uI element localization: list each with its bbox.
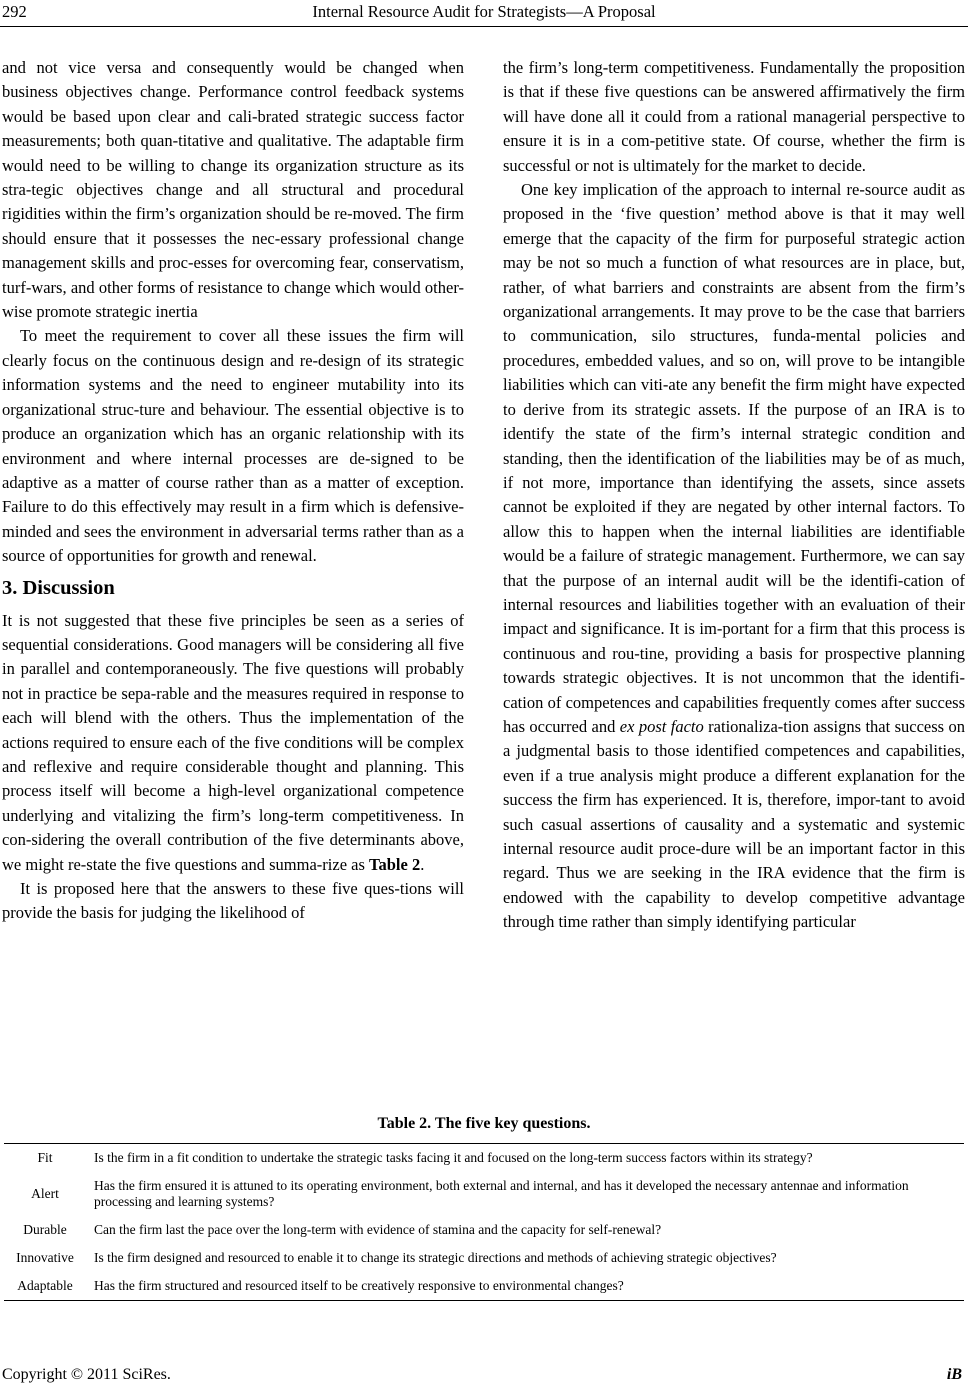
questions-table <box>4 1143 964 1301</box>
table-caption: Table 2. The five key questions. <box>377 1115 591 1132</box>
table-definition: Is the firm designed and resourced to enable it to change its strategic directions and methods of achieving strategic objectives? <box>94 1250 777 1265</box>
table-term: Innovative <box>16 1250 74 1265</box>
table-row <box>4 1172 964 1216</box>
table-row <box>4 1244 964 1272</box>
paragraph: the firm’s long-term competitiveness. Fundamentally the proposition is that if these five questions can be answered affirmatively the firm will have done all it could from a rational managerial perspective to ensure it is in a com-petitive state. Of course, whether the firm is successful or not is ultimately for the market to decide. <box>503 58 965 175</box>
paragraph-text: It is not suggested that these five principles be seen as a series of sequential considerations. Good managers will be considering all five in parallel and contemporaneously. The five questions will probably not in practice be sepa-rable and the measures required in response to each will blend with the others. Thus the implementation of the actions required to ensure each of the five conditions will be complex and reflexive and require considerable thought and planning. This process itself will become a high-level organizational competence underlying and vitalizing the firm’s long-term competitiveness. In con-sidering the overall contribution of the five determinants above, we might re-state the five questions and summa-rize as <box>2 610 464 874</box>
paragraph: To meet the requirement to cover all these issues the firm will clearly focus on the continuous design and re-design of its strategic information systems and the need to engineer mutability into its organizational struc-ture and behaviour. The essential objective is to produce an organization which has an organic relationship with its environment and where internal processes are de-signed to be adaptive as a matter of course rather than as a matter of exception. Failure to do this effectively may result in a firm which is defensive-minded and sees the environment in adversarial terms rather than as a source of opportunities for growth and renewal. <box>2 326 464 566</box>
left-column <box>2 56 464 926</box>
table-term: Durable <box>23 1222 67 1237</box>
footer-copyright: Copyright © 2011 SciRes. <box>2 1366 171 1383</box>
table-row <box>4 1144 964 1172</box>
table-reference: Table 2 <box>369 854 421 874</box>
page-header <box>0 0 968 30</box>
table-row <box>4 1272 964 1300</box>
table-term: Alert <box>31 1186 59 1201</box>
table-term: Fit <box>37 1150 53 1165</box>
running-title: Internal Resource Audit for Strategists—A Proposal <box>312 2 656 21</box>
table-definition: Is the firm in a fit condition to undertake the strategic tasks facing it and focused on the long-term success factors within its strategy? <box>94 1150 813 1165</box>
table-definition: Has the firm structured and resourced itself to be creatively responsive to environmental changes? <box>94 1278 624 1293</box>
table-definition: Can the firm last the pace over the long-term with evidence of stamina and the capacity for self-renewal? <box>94 1222 662 1237</box>
header-rule <box>0 26 968 27</box>
table-definition: Has the firm ensured it is attuned to its operating environment, both external and internal, and has it developed the necessary antennae and information processing and learning systems? <box>94 1178 909 1209</box>
footer-journal-mark: iB <box>946 1366 962 1383</box>
table-row <box>4 1216 964 1244</box>
latin-phrase: ex post facto <box>619 716 704 736</box>
section-heading: 3. Discussion <box>2 576 115 599</box>
paragraph-text: One key implication of the approach to internal re-source audit as proposed in the ‘five question’ method above is that it may well emerge that the capacity of the firm for purposeful strategic action may be not so much a function of what resources are in place, but, rather, of what barriers and constraints are absent from the firm’s organizational arrangements. It may prove to be the case that barriers to communication, silo structures, funda-mental policies and procedures, embedded values, and so on, will prove to be intangible liabilities which can viti-ate any benefit the firm might have expected to derive from its strategic assets. If the purpose of an IRA is to identify the state of the firm’s internal strategic condition and standing, then the identification of the liabilities may be of as much, if not more, importance than identifying the assets, since assets cannot be exploited if they are negated by other internal factors. To allow this to happen when the internal liabilities are identifiable would be a failure of strategic management. Furthermore, we can say that the purpose of an internal audit will be the identifi-cation of internal resources and liabilities together with an evaluation of their impact and significance. It is im-portant for a firm that this process is continuous and rou-tine, providing a basis for prospective planning towards strategic objectives. It is not uncommon that the identifi-cation of competences and capabilities frequently comes after success has occurred and <box>503 180 965 736</box>
right-column <box>503 56 965 935</box>
paragraph <box>503 178 965 935</box>
paragraph-text: . <box>420 854 425 874</box>
table-term: Adaptable <box>17 1278 73 1293</box>
paragraph <box>2 609 464 877</box>
paragraph: It is proposed here that the answers to these five ques-tions will provide the basis for judging the likelihood of <box>2 879 464 923</box>
paragraph: and not vice versa and consequently would be changed when business objectives change. Performance control feedback systems would be based upon clear and cali-brated strategic success factor measurements; both quan-titative and qualitative. The adaptable firm would need to be willing to change its organization structure as its stra-tegic objectives change and all structural and procedural rigidities within the firm’s organization should be re-moved. The firm should ensure that it possesses the nec-essary professional change management skills and proc-esses for overcoming fear, conservatism, turf-wars, and other forms of resistance to change which would other-wise promote strategic inertia <box>2 58 464 322</box>
page-number: 292 <box>2 2 27 21</box>
paragraph-text: rationaliza-tion assigns that success on a judgmental basis to those identified competences and capabilities, even if a true analysis might produce a different explanation for the success the firm has experienced. It is, therefore, impor-tant to avoid such casual assertions of causality and a systematic and systemic internal resource audit proce-dure will be an important factor in this regard. Thus we are seeking in the IRA evidence that the firm is endowed with the capability to develop competitive advantage through time rather than simply identifying particular <box>503 716 965 932</box>
